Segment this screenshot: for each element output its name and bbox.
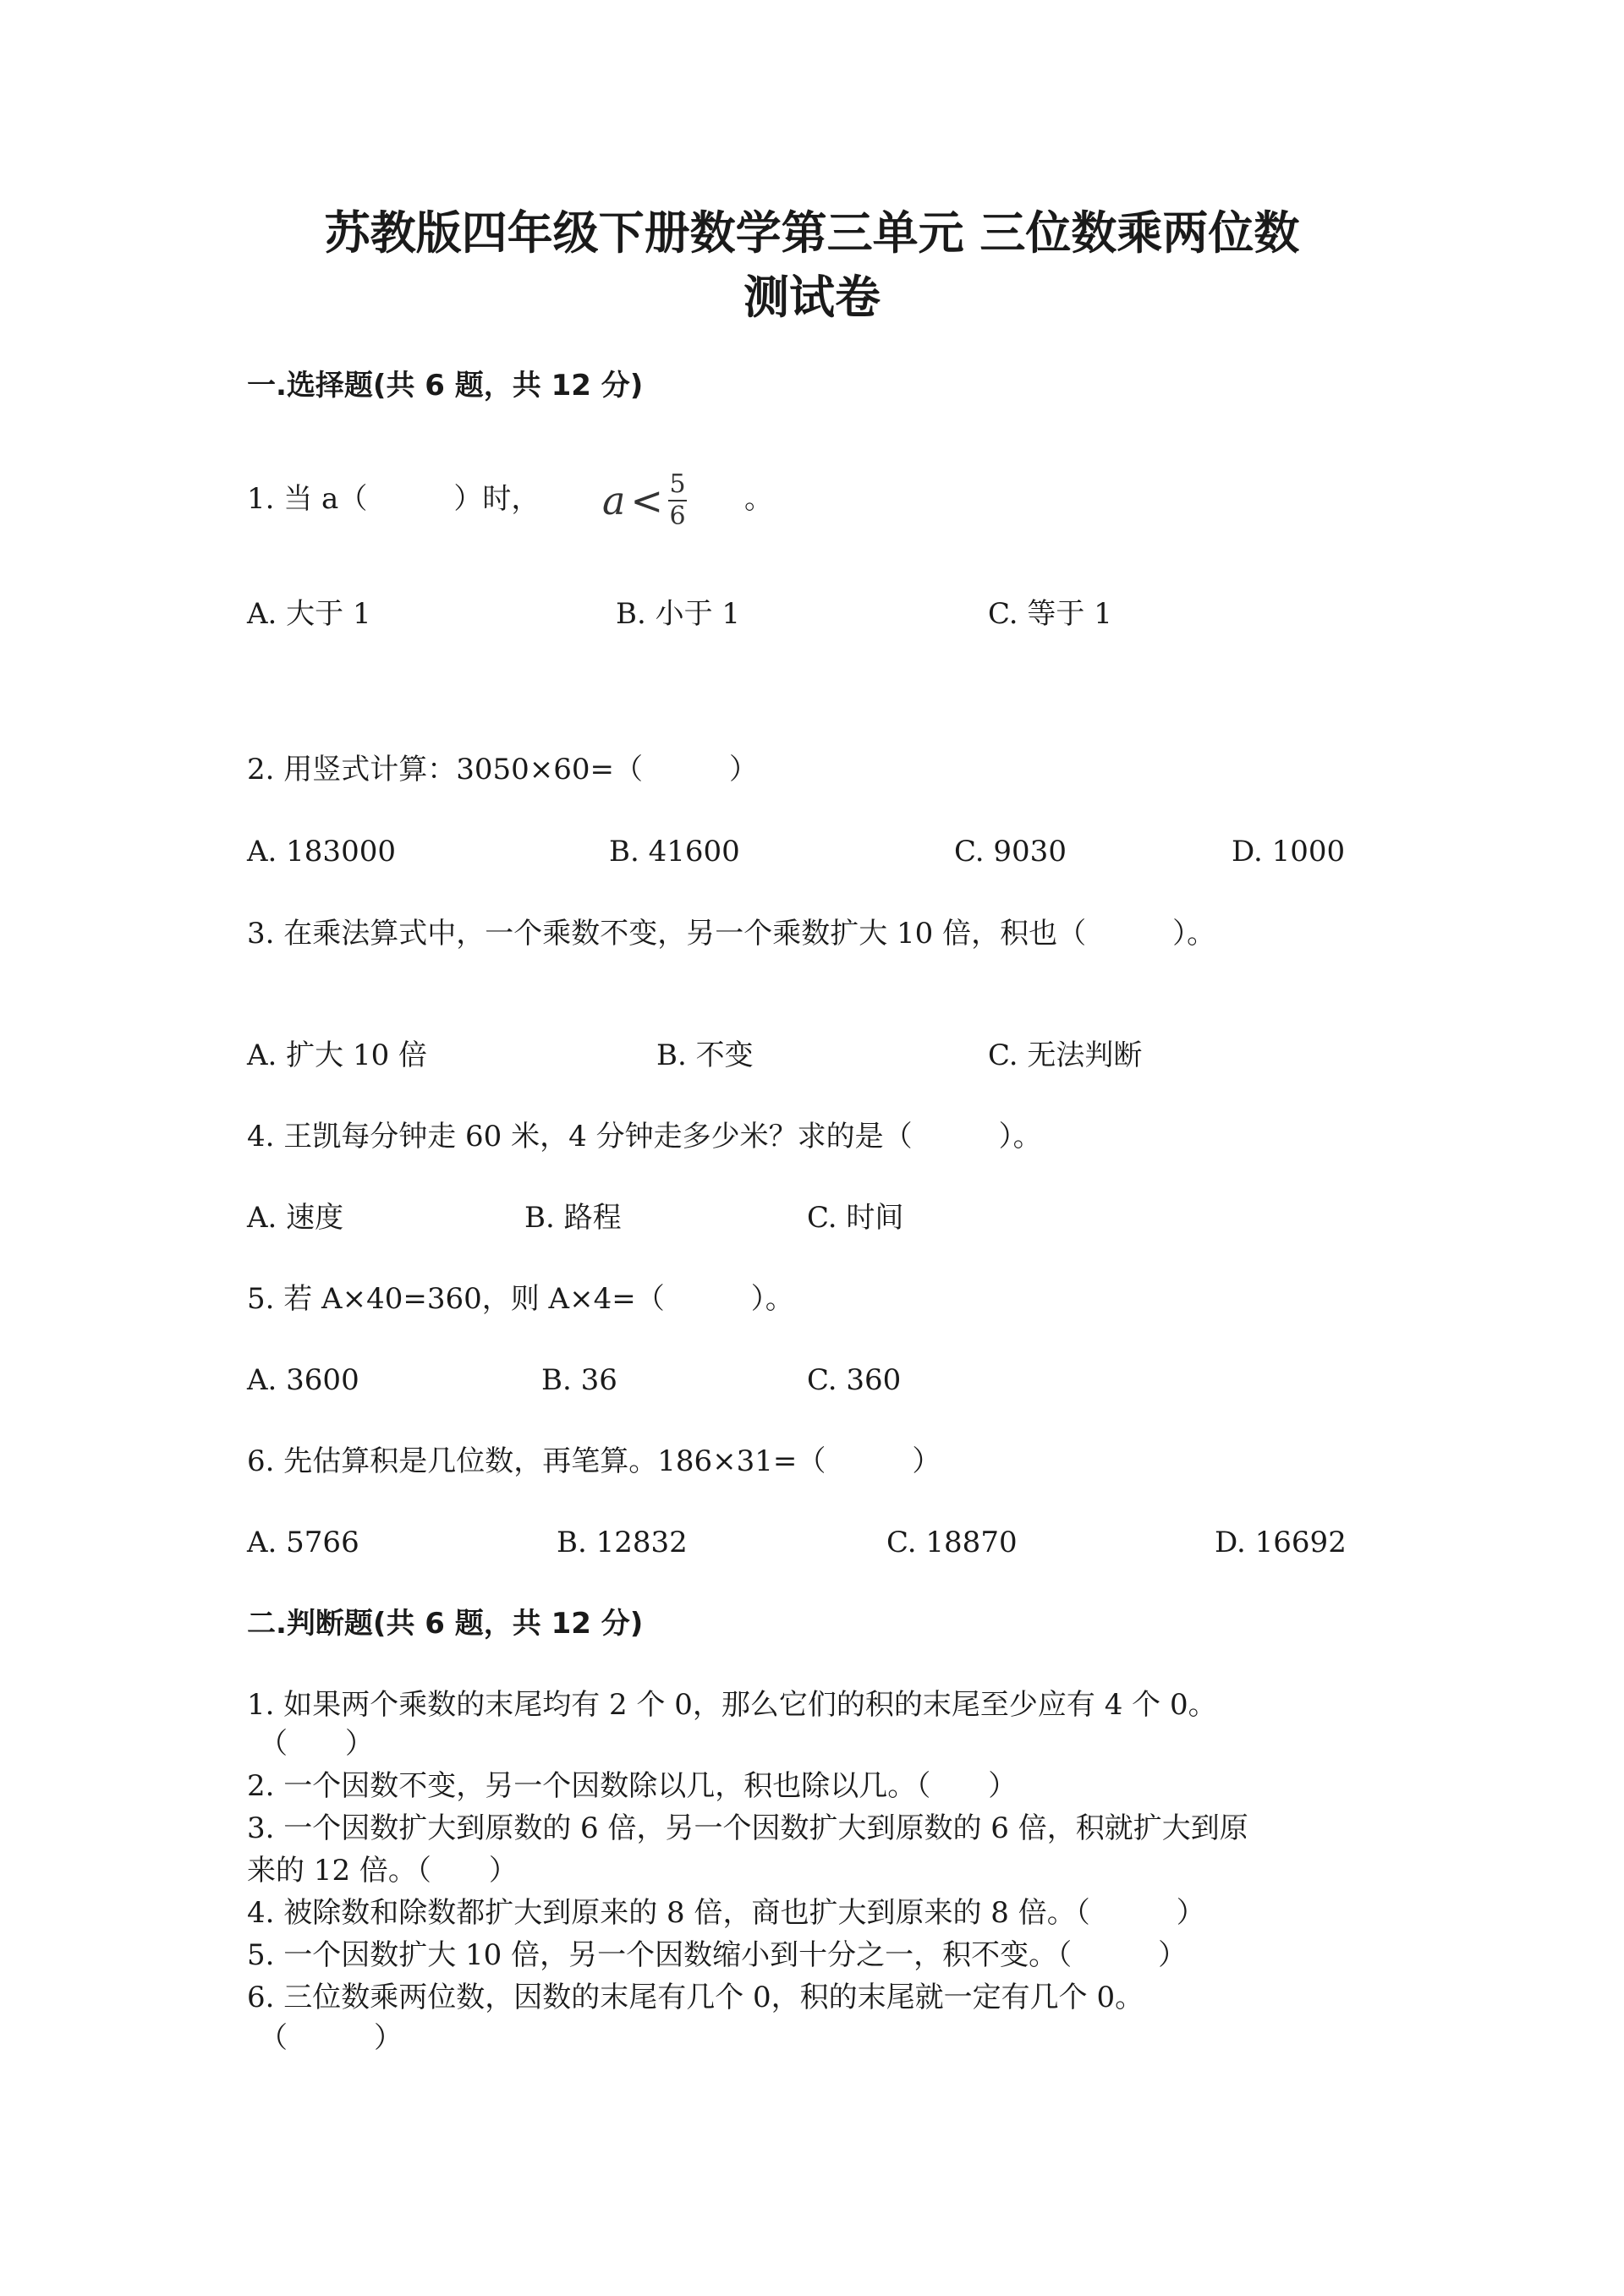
- judgment-line-3-cont: 来的 12 倍。（ ）: [247, 1854, 518, 1888]
- formula-variable: a: [602, 478, 626, 523]
- q6-option-d: D. 16692: [1215, 1526, 1347, 1559]
- judgment-line-3: 3. 一个因数扩大到原数的 6 倍，另一个因数扩大到原数的 6 倍，积就扩大到原: [247, 1811, 1248, 1845]
- q4-option-a: A. 速度: [247, 1201, 344, 1235]
- q5-option-c: C. 360: [807, 1363, 902, 1397]
- q5-option-b: B. 36: [541, 1363, 617, 1397]
- q3-option-c: C. 无法判断: [988, 1038, 1143, 1072]
- page-title-line1: 苏教版四年级下册数学第三单元 三位数乘两位数: [324, 206, 1300, 260]
- q1-option-a: A. 大于 1: [247, 597, 371, 631]
- q4-option-c: C. 时间: [807, 1201, 904, 1235]
- question-2: 2. 用竖式计算：3050×60=（ ）: [247, 753, 759, 786]
- question-3: 3. 在乘法算式中，一个乘数不变，另一个乘数扩大 10 倍，积也（ ）。: [247, 917, 1216, 951]
- judgment-line-4: 4. 被除数和除数都扩大到原来的 8 倍，商也扩大到原来的 8 倍。（ ）: [247, 1896, 1205, 1930]
- section-heading-judgment: 二.判断题(共 6 题，共 12 分): [247, 1607, 644, 1641]
- judgment-line-6: 6. 三位数乘两位数，因数的末尾有几个 0，积的末尾就一定有几个 0。: [247, 1981, 1144, 2014]
- question-1: 1. 当 a（ ）时，: [247, 482, 540, 516]
- q6-option-b: B. 12832: [557, 1526, 688, 1559]
- q6-option-a: A. 5766: [247, 1526, 359, 1559]
- question-1-end: 。: [744, 482, 773, 516]
- q6-option-c: C. 18870: [886, 1526, 1018, 1559]
- q5-option-a: A. 3600: [247, 1363, 359, 1397]
- section-heading-choice: 一.选择题(共 6 题，共 12 分): [247, 369, 644, 403]
- fraction-denominator: 6: [669, 501, 686, 531]
- page-title-line2: 测试卷: [743, 271, 881, 324]
- q1-option-c: C. 等于 1: [988, 597, 1112, 631]
- judgment-line-5: 5. 一个因数扩大 10 倍，另一个因数缩小到十分之一，积不变。（ ）: [247, 1938, 1188, 1972]
- question-5: 5. 若 A×40=360，则 A×4=（ ）。: [247, 1282, 794, 1316]
- judgment-line-2: 2. 一个因数不变，另一个因数除以几，积也除以几。（ ）: [247, 1769, 1018, 1803]
- question-4: 4. 王凯每分钟走 60 米，4 分钟走多少米？求的是（ ）。: [247, 1120, 1042, 1153]
- inequality-formula: [602, 467, 687, 534]
- q3-option-b: B. 不变: [656, 1038, 754, 1072]
- q2-option-b: B. 41600: [609, 835, 740, 869]
- q4-option-b: B. 路程: [524, 1201, 622, 1235]
- formula-operator: <: [630, 478, 663, 523]
- q3-option-a: A. 扩大 10 倍: [247, 1038, 428, 1072]
- q2-option-a: A. 183000: [247, 835, 396, 869]
- q1-option-b: B. 小于 1: [616, 597, 741, 631]
- fraction: [668, 469, 687, 531]
- judgment-line-6-blank: （ ）: [259, 2021, 403, 2055]
- q2-option-d: D. 1000: [1232, 835, 1346, 869]
- question-6: 6. 先估算积是几位数，再笔算。186×31=（ ）: [247, 1444, 941, 1478]
- judgment-line-1: 1. 如果两个乘数的末尾均有 2 个 0，那么它们的积的末尾至少应有 4 个 0。: [247, 1688, 1217, 1722]
- judgment-line-1-blank: （ ）: [259, 1727, 374, 1761]
- q2-option-c: C. 9030: [954, 835, 1067, 869]
- fraction-numerator: 5: [669, 469, 686, 499]
